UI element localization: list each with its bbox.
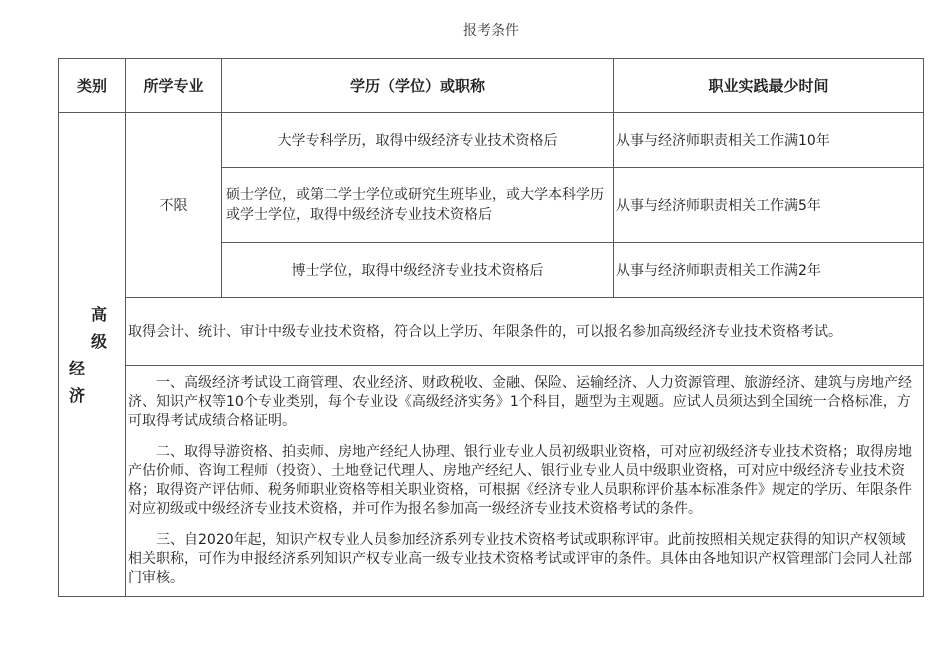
degree-cell: 博士学位，取得中级经济专业技术资格后 (222, 243, 614, 298)
experience-cell: 从事与经济师职责相关工作满2年 (614, 243, 924, 298)
header-category: 类别 (59, 59, 126, 113)
table-row (59, 113, 924, 168)
major-cell: 不限 (126, 113, 222, 298)
category-char: 级 (90, 331, 107, 351)
header-major: 所学专业 (126, 59, 222, 113)
degree-cell: 硕士学位，或第二学士学位或研究生班毕业，或大学本科学历或学士学位，取得中级经济专业技术资格后 (222, 168, 614, 243)
page-title: 报考条件 (463, 23, 519, 39)
experience-cell: 从事与经济师职责相关工作满5年 (614, 168, 924, 243)
requirements-table (58, 58, 924, 597)
note-paragraph: 一、高级经济考试设工商管理、农业经济、财政税收、金融、保险、运输经济、人力资源管理、旅游经济、建筑与房地产经济、知识产权等10个专业类别，每个专业设《高级经济实务》1个科目，题型为主观题。应试人员须达到全国统一合格标准，方可取得考试成绩合格证明。 (128, 375, 912, 429)
note-cell: 取得会计、统计、审计中级专业技术资格，符合以上学历、年限条件的，可以报名参加高级经济专业技术资格考试。 (126, 298, 924, 366)
category-char: 高 (90, 304, 107, 324)
category-char: 经 (68, 358, 85, 378)
header-row (59, 59, 924, 113)
notes-cell (126, 366, 924, 597)
category-cell (59, 113, 126, 597)
note-paragraph: 二、取得导游资格、拍卖师、房地产经纪人协理、银行业专业人员初级职业资格，可对应初级经济专业技术资格；取得房地产估价师、咨询工程师（投资）、土地登记代理人、房地产经纪人、银行业专业人员中级职业资格，可对应中级经济专业技术资格；取得资产评估师、税务师职业资格等相关职业资格，可根据《经济专业人员职称评价基本标准条件》规定的学历、年限条件对应初级或中级经济专业技术资格，并可作为报名参加高一级经济专业技术资格考试的条件。 (128, 444, 912, 517)
note-paragraph: 三、自2020年起，知识产权专业人员参加经济系列专业技术资格考试或职称评审。此前按照相关规定获得的知识产权领域相关职称，可作为申报经济系列知识产权专业高一级专业技术资格考试或评审的条件。具体由各地知识产权管理部门会同人社部门审核。 (128, 532, 912, 586)
header-experience: 职业实践最少时间 (614, 59, 924, 113)
notes-row (59, 366, 924, 597)
experience-cell: 从事与经济师职责相关工作满10年 (614, 113, 924, 168)
degree-cell: 大学专科学历，取得中级经济专业技术资格后 (222, 113, 614, 168)
category-char: 济 (68, 385, 85, 405)
header-degree: 学历（学位）或职称 (222, 59, 614, 113)
note-row (59, 298, 924, 366)
